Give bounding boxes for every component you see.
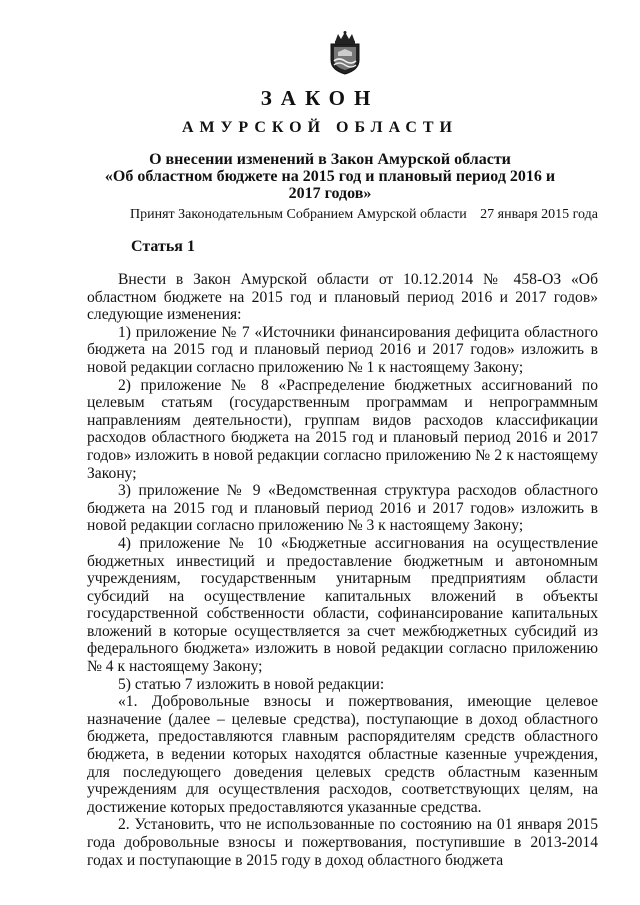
article-heading: Статья 1 [131, 238, 195, 255]
subtitle-line-2: «Об областном бюджете на 2015 год и плановый период 2016 и 2017 годов» [104, 168, 556, 202]
article-paragraph: 1) приложение № 7 «Источники финансирования дефицита областного бюджета на 2015 год и плановый период 2016 и 2017 годов» изложить в новой редакции согласно приложению № 1 к настоящему Закону; [87, 323, 598, 376]
document-title: ЗАКОН [260, 86, 380, 110]
amur-region-coat-of-arms-icon [326, 30, 364, 76]
article-paragraph: 2) приложение № 8 «Распределение бюджетных ассигнований по целевым статьям (государственным программам и непрограммным направлениям деятельности), группам видов расходов классификации расходов областного бюджета на 2015 год и плановый период 2016 и 2017 годов» изложить в новой редакции согласно приложению № 2 к настоящему Закону; [87, 376, 598, 482]
subtitle-line-1: О внесении изменений в Закон Амурской области [149, 151, 511, 168]
article-paragraph: Внести в Закон Амурской области от 10.12.2014 № 458-ОЗ «Об областном бюджете на 2015 год и плановый период 2016 и 2017 годов» следующие изменения: [87, 271, 598, 324]
article-body [87, 271, 598, 869]
adoption-line [130, 207, 598, 223]
article-paragraph: 4) приложение № 10 «Бюджетные ассигнования на осуществление бюджетных инвестиций и предоставление бюджетным и автономным учреждениям, государственным унитарным предприятиям области субсидий на осуществление капитальных вложений в объекты государственной собственности области, софинансирование капитальных вложений в которые осуществляется за счет межбюджетных субсидий из федерального бюджета» изложить в новой редакции согласно приложению № 4 к настоящему Закону; [87, 534, 598, 676]
article-paragraph: 3) приложение № 9 «Ведомственная структура расходов областного бюджета на 2015 год и плановый период 2016 и 2017 годов» изложить в новой редакции согласно приложению № 3 к настоящему Закону; [87, 482, 598, 535]
region-name: АМУРСКОЙ ОБЛАСТИ [182, 119, 458, 136]
article-paragraph: 5) статью 7 изложить в новой редакции: [118, 675, 385, 693]
article-paragraph: 2. Установить, что не использованные по состоянию на 01 января 2015 года добровольные взносы и пожертвования, поступившие в 2013-2014 годах и поступающие в 2015 году в доход областного бюджета [87, 816, 598, 869]
article-paragraph: «1. Добровольные взносы и пожертвования, имеющие целевое назначение (далее – целевые средства), поступающие в доход областного бюджета, предоставляются главным распорядителям средств областного бюджета, в ведении которых находятся областные казенные учреждения, для последующего доведения целевых средств областным казенным учреждениям для осуществления расходов, соответствующих целям, на достижение которых предоставляются указанные средства. [87, 693, 598, 816]
law-subtitle [100, 151, 560, 202]
adoption-date: 27 января 2015 года [480, 207, 598, 222]
adopted-by: Принят Законодательным Собранием Амурской области [130, 207, 467, 222]
